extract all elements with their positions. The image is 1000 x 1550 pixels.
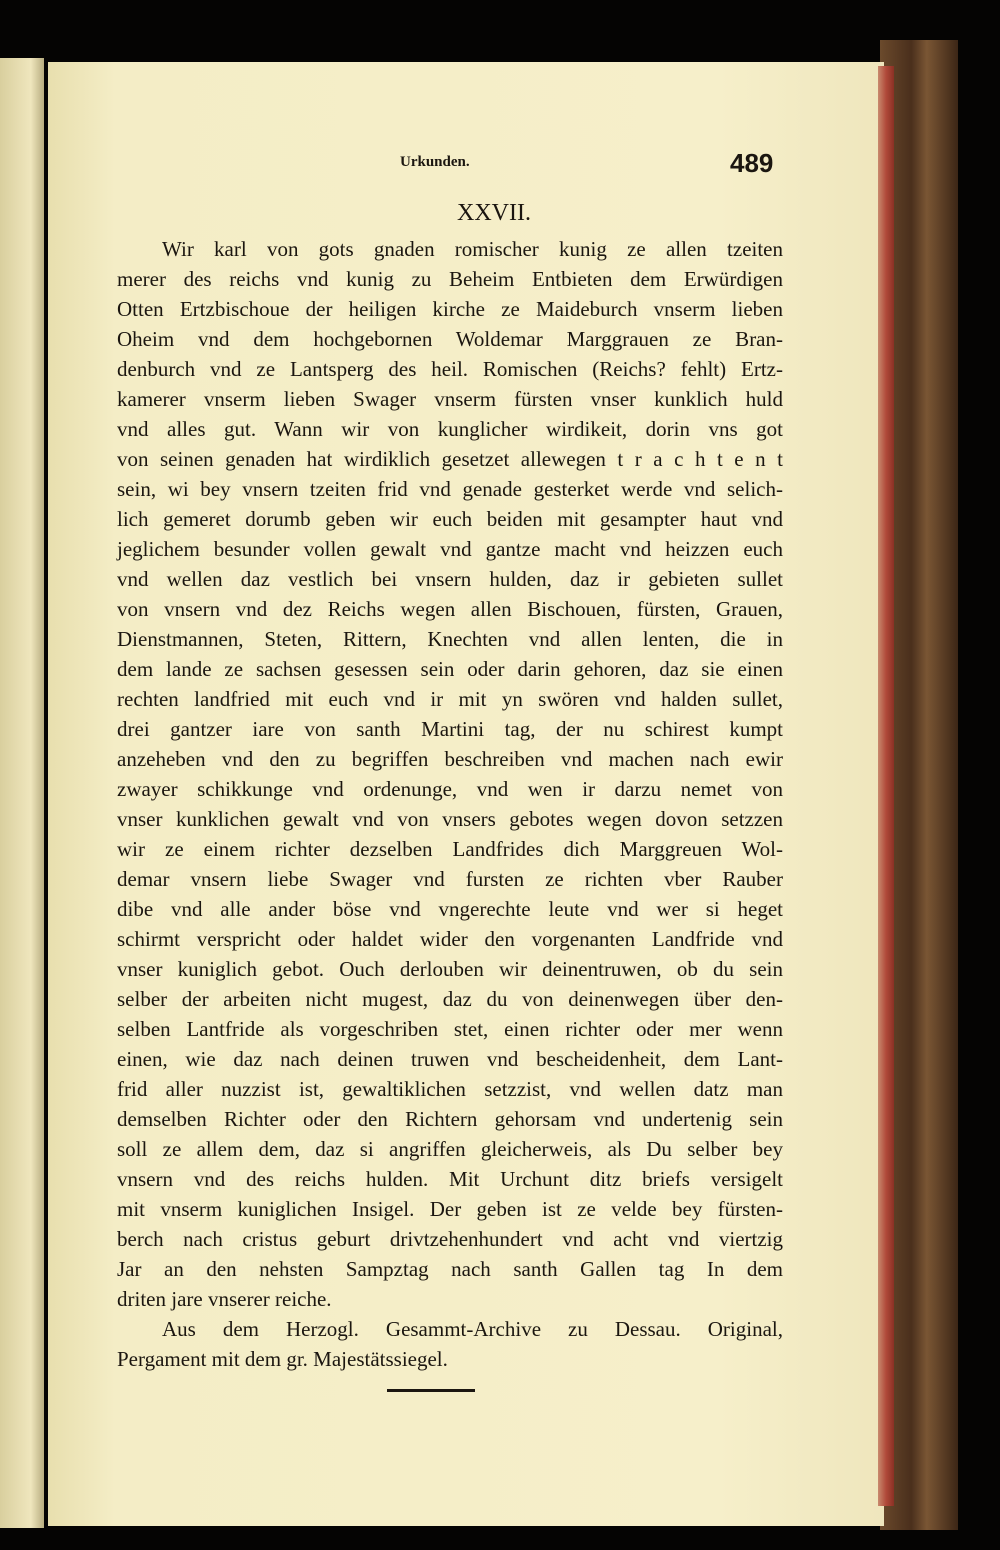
text-line: schirmt verspricht oder haldet wider den vorgenanten Landfride vnd <box>117 927 783 951</box>
text-line: lich gemeret dorumb geben wir euch beiden mit gesampter haut vnd <box>117 507 783 531</box>
text-line: denburch vnd ze Lantsperg des heil. Romischen (Reichs? fehlt) Ertz- <box>117 357 783 381</box>
document-body <box>117 234 783 1374</box>
text-line: driten jare vnserer reiche. <box>117 1287 332 1311</box>
text-line: von vnsern vnd dez Reichs wegen allen Bischouen, fürsten, Grauen, <box>117 597 783 621</box>
text-line: mit vnserm kuniglichen Insigel. Der geben ist ze velde bey fürsten- <box>117 1197 783 1221</box>
text-line: dibe vnd alle ander böse vnd vngerechte leute vnd wer si heget <box>117 897 783 921</box>
section-divider <box>387 1389 475 1392</box>
source-note-line: Pergament mit dem gr. Majestätssiegel. <box>117 1347 448 1371</box>
text-line: demar vnsern liebe Swager vnd fursten ze richten vber Rauber <box>117 867 783 891</box>
text-line: Otten Ertzbischoue der heiligen kirche ze Maideburch vnserm lieben <box>117 297 783 321</box>
text-line: rechten landfried mit euch vnd ir mit yn swören vnd halden sullet, <box>117 687 783 711</box>
text-line: Oheim vnd dem hochgebornen Woldemar Marggrauen ze Bran- <box>117 327 783 351</box>
text-line: sein, wi bey vnsern tzeiten frid vnd genade gesterket werde vnd selich- <box>117 477 783 501</box>
text-line: vnser kuniglich gebot. Ouch derlouben wir deinentruwen, ob du sein <box>117 957 783 981</box>
running-head: Urkunden. <box>400 154 470 170</box>
text-line: von seinen genaden hat wirdiklich gesetzet allewegen t r a c h t e n t <box>117 447 783 471</box>
text-line: soll ze allem dem, daz si angriffen gleicherweis, als Du selber bey <box>117 1137 783 1161</box>
text-line: vnd alles gut. Wann wir von kunglicher wirdikeit, dorin vns got <box>117 417 783 441</box>
text-line: Dienstmannen, Steten, Rittern, Knechten vnd allen lenten, die in <box>117 627 783 651</box>
text-line: jeglichem besunder vollen gewalt vnd gantze macht vnd heizzen euch <box>117 537 783 561</box>
text-line: drei gantzer iare von santh Martini tag, der nu schirest kumpt <box>117 717 783 741</box>
text-line: zwayer schikkunge vnd ordenunge, vnd wen ir darzu nemet von <box>117 777 783 801</box>
text-line: dem lande ze sachsen gesessen sein oder darin gehoren, daz sie einen <box>117 657 783 681</box>
text-line: kamerer vnserm lieben Swager vnserm fürsten vnser kunklich huld <box>117 387 783 411</box>
text-line: merer des reichs vnd kunig zu Beheim Entbieten dem Erwürdigen <box>117 267 783 291</box>
document-number-text: XXVII. <box>457 200 531 226</box>
text-line: vnser kunklichen gewalt vnd von vnsers gebotes wegen dovon setzzen <box>117 807 783 831</box>
text-line: berch nach cristus geburt drivtzehenhundert vnd acht vnd viertzig <box>117 1227 783 1251</box>
text-line: selben Lantfride als vorgeschriben stet, einen richter oder mer wenn <box>117 1017 783 1041</box>
source-note-line: Aus dem Herzogl. Gesammt-Archive zu Dessau. Original, <box>162 1317 783 1341</box>
text-line: wir ze einem richter dezselben Landfrides dich Marggreuen Wol- <box>117 837 783 861</box>
text-line: vnd wellen daz vestlich bei vnsern hulden, daz ir gebieten sullet <box>117 567 783 591</box>
document-number <box>0 200 1000 227</box>
text-line: frid aller nuzzist ist, gewaltiklichen setzzist, vnd wellen datz man <box>117 1077 783 1101</box>
page-red-edge <box>878 66 894 1506</box>
facing-page-edge <box>0 58 44 1528</box>
text-line: selber der arbeiten nicht mugest, daz du von deinenwegen über den- <box>117 987 783 1011</box>
text-line: vnsern vnd des reichs hulden. Mit Urchunt ditz briefs versigelt <box>117 1167 783 1191</box>
text-line: demselben Richter oder den Richtern gehorsam vnd undertenig sein <box>117 1107 783 1131</box>
text-line: Jar an den nehsten Sampztag nach santh Gallen tag In dem <box>117 1257 783 1281</box>
text-line: einen, wie daz nach deinen truwen vnd bescheidenheit, dem Lant- <box>117 1047 783 1071</box>
text-line: Wir karl von gots gnaden romischer kunig ze allen tzeiten <box>162 237 783 261</box>
page-number: 489 <box>730 148 774 178</box>
text-line: anzeheben vnd den zu begriffen beschreiben vnd machen nach ewir <box>117 747 783 771</box>
